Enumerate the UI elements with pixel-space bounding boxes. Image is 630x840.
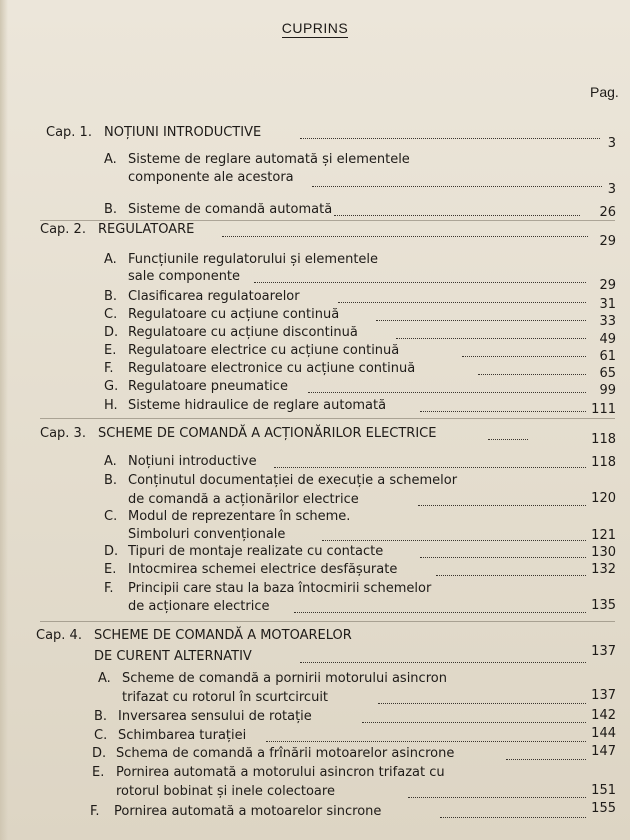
section-label: F.	[104, 581, 114, 596]
section-title-line: Funcțiunile regulatorului și elementele	[128, 252, 379, 267]
page-title: CUPRINS	[281, 20, 349, 36]
section-title-line: Sisteme de comandă automată	[128, 202, 333, 217]
page-gutter-shadow	[0, 0, 8, 840]
section-title-line: Sisteme de reglare automată și elementele	[128, 152, 410, 167]
section-title-line: componente ale acestora	[128, 170, 294, 185]
dot-leader	[436, 575, 586, 576]
section-page-number: 132	[591, 562, 616, 577]
dot-leader	[396, 338, 586, 339]
section-title-line: Regulatoare electronice cu acțiune continuă	[128, 361, 416, 376]
chapter-title-line: SCHEME DE COMANDĂ A MOTOARELOR	[94, 628, 352, 643]
page-column-label: Pag.	[590, 84, 619, 100]
dot-leader	[420, 557, 586, 558]
section-page-number: 111	[591, 402, 616, 417]
section-page-number: 137	[591, 688, 616, 703]
section-label: D.	[92, 746, 107, 761]
section-title-line: Regulatoare pneumatice	[128, 379, 288, 394]
chapter-title: NOȚIUNI INTRODUCTIVE	[104, 125, 262, 140]
dot-leader	[322, 540, 586, 541]
section-title-line: Inversarea sensului de rotație	[118, 709, 312, 724]
chapter-label: Cap. 1.	[46, 125, 92, 140]
dot-leader	[478, 374, 586, 375]
chapter-title: REGULATOARE	[98, 222, 195, 237]
section-title-line: Modul de reprezentare în scheme.	[128, 509, 351, 524]
dot-leader	[338, 302, 586, 303]
dot-leader	[300, 138, 600, 139]
section-label: D.	[104, 544, 119, 559]
section-title-line: Simboluri convenționale	[128, 527, 286, 542]
section-page-number: 135	[591, 598, 616, 613]
section-title-line: trifazat cu rotorul în scurtcircuit	[122, 690, 329, 705]
section-label: B.	[104, 473, 118, 488]
divider	[40, 418, 615, 419]
section-title-line: sale componente	[128, 269, 241, 284]
section-page-number: 3	[607, 182, 616, 197]
section-label: C.	[104, 307, 118, 322]
section-title-line: Conținutul documentației de execuție a schemelor	[128, 473, 458, 488]
section-title-line: Sisteme hidraulice de reglare automată	[128, 398, 387, 413]
section-label: A.	[104, 252, 117, 267]
section-label: A.	[104, 454, 117, 469]
dot-leader	[266, 741, 586, 742]
section-label: G.	[104, 379, 119, 394]
section-label: F.	[104, 361, 114, 376]
dot-leader	[294, 612, 586, 613]
section-title-line: Pornirea automată a motorului asincron trifazat cu	[116, 765, 445, 780]
section-label: E.	[104, 343, 117, 358]
section-title-line: Scheme de comandă a pornirii motorului asincron	[122, 671, 447, 686]
dot-leader	[488, 439, 528, 440]
section-page-number: 147	[591, 744, 616, 759]
dot-leader	[378, 703, 586, 704]
dot-leader	[376, 320, 586, 321]
section-label: D.	[104, 325, 119, 340]
section-page-number: 155	[591, 801, 616, 816]
dot-leader	[334, 215, 580, 216]
section-page-number: 33	[599, 314, 616, 329]
chapter-label: Cap. 2.	[40, 222, 86, 237]
section-label: A.	[104, 152, 117, 167]
section-label: C.	[104, 509, 118, 524]
section-title-line: Noțiuni introductive	[128, 454, 257, 469]
dot-leader	[254, 282, 586, 283]
section-page-number: 130	[591, 545, 616, 560]
section-label: F.	[90, 804, 100, 819]
section-page-number: 49	[599, 332, 616, 347]
section-title-line: Schema de comandă a frînării motoarelor asincrone	[116, 746, 455, 761]
chapter-page-number: 3	[607, 136, 616, 151]
chapter-label: Cap. 4.	[36, 628, 82, 643]
section-title-line: de comandă a acționărilor electrice	[128, 492, 359, 507]
section-title-line: Regulatoare cu acțiune discontinuă	[128, 325, 358, 340]
section-title-line: Clasificarea regulatoarelor	[128, 289, 300, 304]
section-label: A.	[98, 671, 111, 686]
dot-leader	[222, 236, 588, 237]
dot-leader	[300, 662, 586, 663]
section-label: B.	[94, 709, 108, 724]
dot-leader	[418, 505, 586, 506]
section-page-number: 65	[599, 366, 616, 381]
section-page-number: 151	[591, 783, 616, 798]
dot-leader	[506, 759, 586, 760]
section-page-number: 61	[599, 349, 616, 364]
section-page-number: 31	[599, 297, 616, 312]
section-title-line: Intocmirea schemei electrice desfășurate	[128, 562, 398, 577]
section-label: B.	[104, 202, 118, 217]
section-page-number: 26	[599, 205, 616, 220]
section-page-number: 29	[599, 278, 616, 293]
section-label: E.	[92, 765, 105, 780]
section-page-number: 99	[599, 383, 616, 398]
section-title-line: Pornirea automată a motoarelor sincrone	[114, 804, 382, 819]
chapter-label: Cap. 3.	[40, 426, 86, 441]
dot-leader	[420, 411, 586, 412]
section-page-number: 142	[591, 708, 616, 723]
chapter-page-number: 29	[599, 234, 616, 249]
section-title-line: Regulatoare cu acțiune continuă	[128, 307, 340, 322]
chapter-page-number: 118	[591, 432, 616, 447]
divider	[40, 621, 615, 622]
dot-leader	[408, 797, 586, 798]
section-title-line: Schimbarea turației	[118, 728, 247, 743]
dot-leader	[274, 467, 586, 468]
section-title-line: Principii care stau la baza întocmirii schemelor	[128, 581, 432, 596]
section-title-line: Regulatoare electrice cu acțiune continuă	[128, 343, 400, 358]
section-page-number: 120	[591, 491, 616, 506]
chapter-title: SCHEME DE COMANDĂ A ACȚIONĂRILOR ELECTRICE	[98, 426, 437, 441]
section-label: E.	[104, 562, 117, 577]
section-title-line: rotorul bobinat și inele colectoare	[116, 784, 335, 799]
chapter-page-number: 137	[591, 644, 616, 659]
section-page-number: 118	[591, 455, 616, 470]
section-label: B.	[104, 289, 118, 304]
section-title-line: de acționare electrice	[128, 599, 270, 614]
dot-leader	[308, 392, 586, 393]
dot-leader	[440, 817, 586, 818]
section-page-number: 121	[591, 528, 616, 543]
section-label: H.	[104, 398, 118, 413]
chapter-title-line: DE CURENT ALTERNATIV	[94, 649, 252, 664]
dot-leader	[362, 722, 586, 723]
dot-leader	[462, 356, 586, 357]
section-label: C.	[94, 728, 108, 743]
dot-leader	[312, 186, 602, 187]
section-page-number: 144	[591, 726, 616, 741]
section-title-line: Tipuri de montaje realizate cu contacte	[128, 544, 384, 559]
